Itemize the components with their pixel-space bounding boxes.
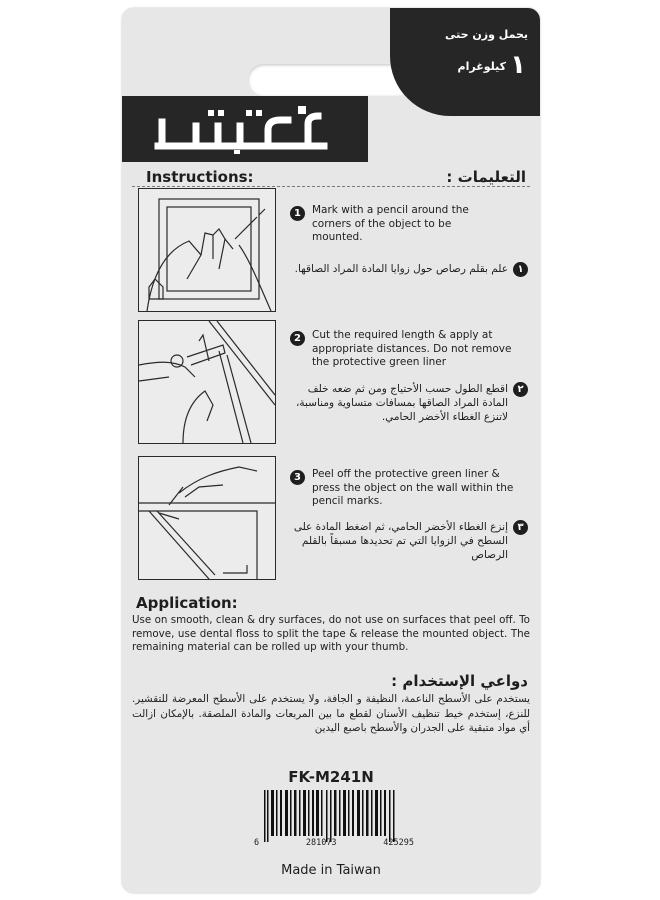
step-3-illustration	[138, 456, 276, 580]
step-1-number-ar: ١	[513, 262, 528, 277]
step-3-number-ar: ٣	[513, 520, 528, 535]
weight-capacity-unit: كيلوغرام	[457, 60, 506, 73]
step-2-illustration	[138, 320, 276, 444]
weight-capacity-tab	[390, 8, 540, 116]
model-number: FK-M241N	[288, 768, 374, 786]
barcode-digits-left: 281073	[305, 838, 337, 848]
product-card-back	[122, 8, 540, 893]
section-divider	[132, 186, 530, 187]
step-2-text: Cut the required length & apply at appropriate distances. Do not remove the protective green liner	[312, 329, 512, 368]
barcode-digit-prefix: 6	[254, 838, 260, 848]
step-1-text: Mark with a pencil around the corners of the object to be mounted.	[312, 204, 469, 243]
application-heading-ar: دواعي الإستخدام :	[391, 672, 528, 690]
step-3-text-ar: إنزع الغطاء الأخضر الحامي، ثم اضغط المادة على السطح في الزوايا التي تم تحديدها مسبقاً بالقلم الرصاص	[293, 521, 508, 561]
weight-capacity-number: ١	[510, 50, 526, 80]
application-heading: Application:	[136, 594, 238, 612]
step-2-number-ar: ٢	[513, 382, 528, 397]
barcode	[258, 790, 408, 842]
barcode-digits	[254, 838, 414, 848]
application-text: Use on smooth, clean & dry surfaces, do not use on surfaces that peel off. To remove, use dental floss to split the tape & release the mounted object. The remaining material can be rolled up with your thumb.	[132, 614, 530, 653]
barcode-digits-right: 425295	[383, 838, 414, 848]
hang-hole	[248, 64, 414, 96]
weight-capacity-label: يحمل وزن حتى	[444, 28, 528, 41]
brand-banner	[122, 96, 368, 162]
country-of-origin: Made in Taiwan	[281, 863, 381, 878]
step-2-text-ar: اقطع الطول حسب الأحتياج ومن ثم ضعه خلف المادة المراد الصاقها بمسافات متساوية ومناسبة، لاتنزع الغطاء الأخضر الحامي.	[296, 383, 508, 423]
instructions-heading-ar: التعليمات :	[446, 168, 526, 186]
step-1-number: 1	[290, 206, 305, 221]
application-text-ar: يستخدم على الأسطح الناعمة، النظيفة و الجافة، ولا يستخدم على الأسطح المعرضة للتقشير. للنزع، إستخدم خيط تنظيف الأسنان لقطع ما بين المربعات والمادة الملصقة. بالإمكان ازالت أي مواد متبقية على الجدران والأسطح باصبع اليدين	[132, 693, 530, 734]
step-3-text: Peel off the protective green liner & press the object on the wall within the pencil marks.	[312, 468, 514, 507]
step-2-number: 2	[290, 331, 305, 346]
instructions-heading: Instructions:	[146, 168, 254, 186]
step-1-illustration	[138, 188, 276, 312]
brand-logo	[148, 104, 334, 154]
step-1-text-ar: علم بقلم رصاص حول زوايا المادة المراد الصاقها.	[294, 263, 508, 275]
step-3-number: 3	[290, 470, 305, 485]
